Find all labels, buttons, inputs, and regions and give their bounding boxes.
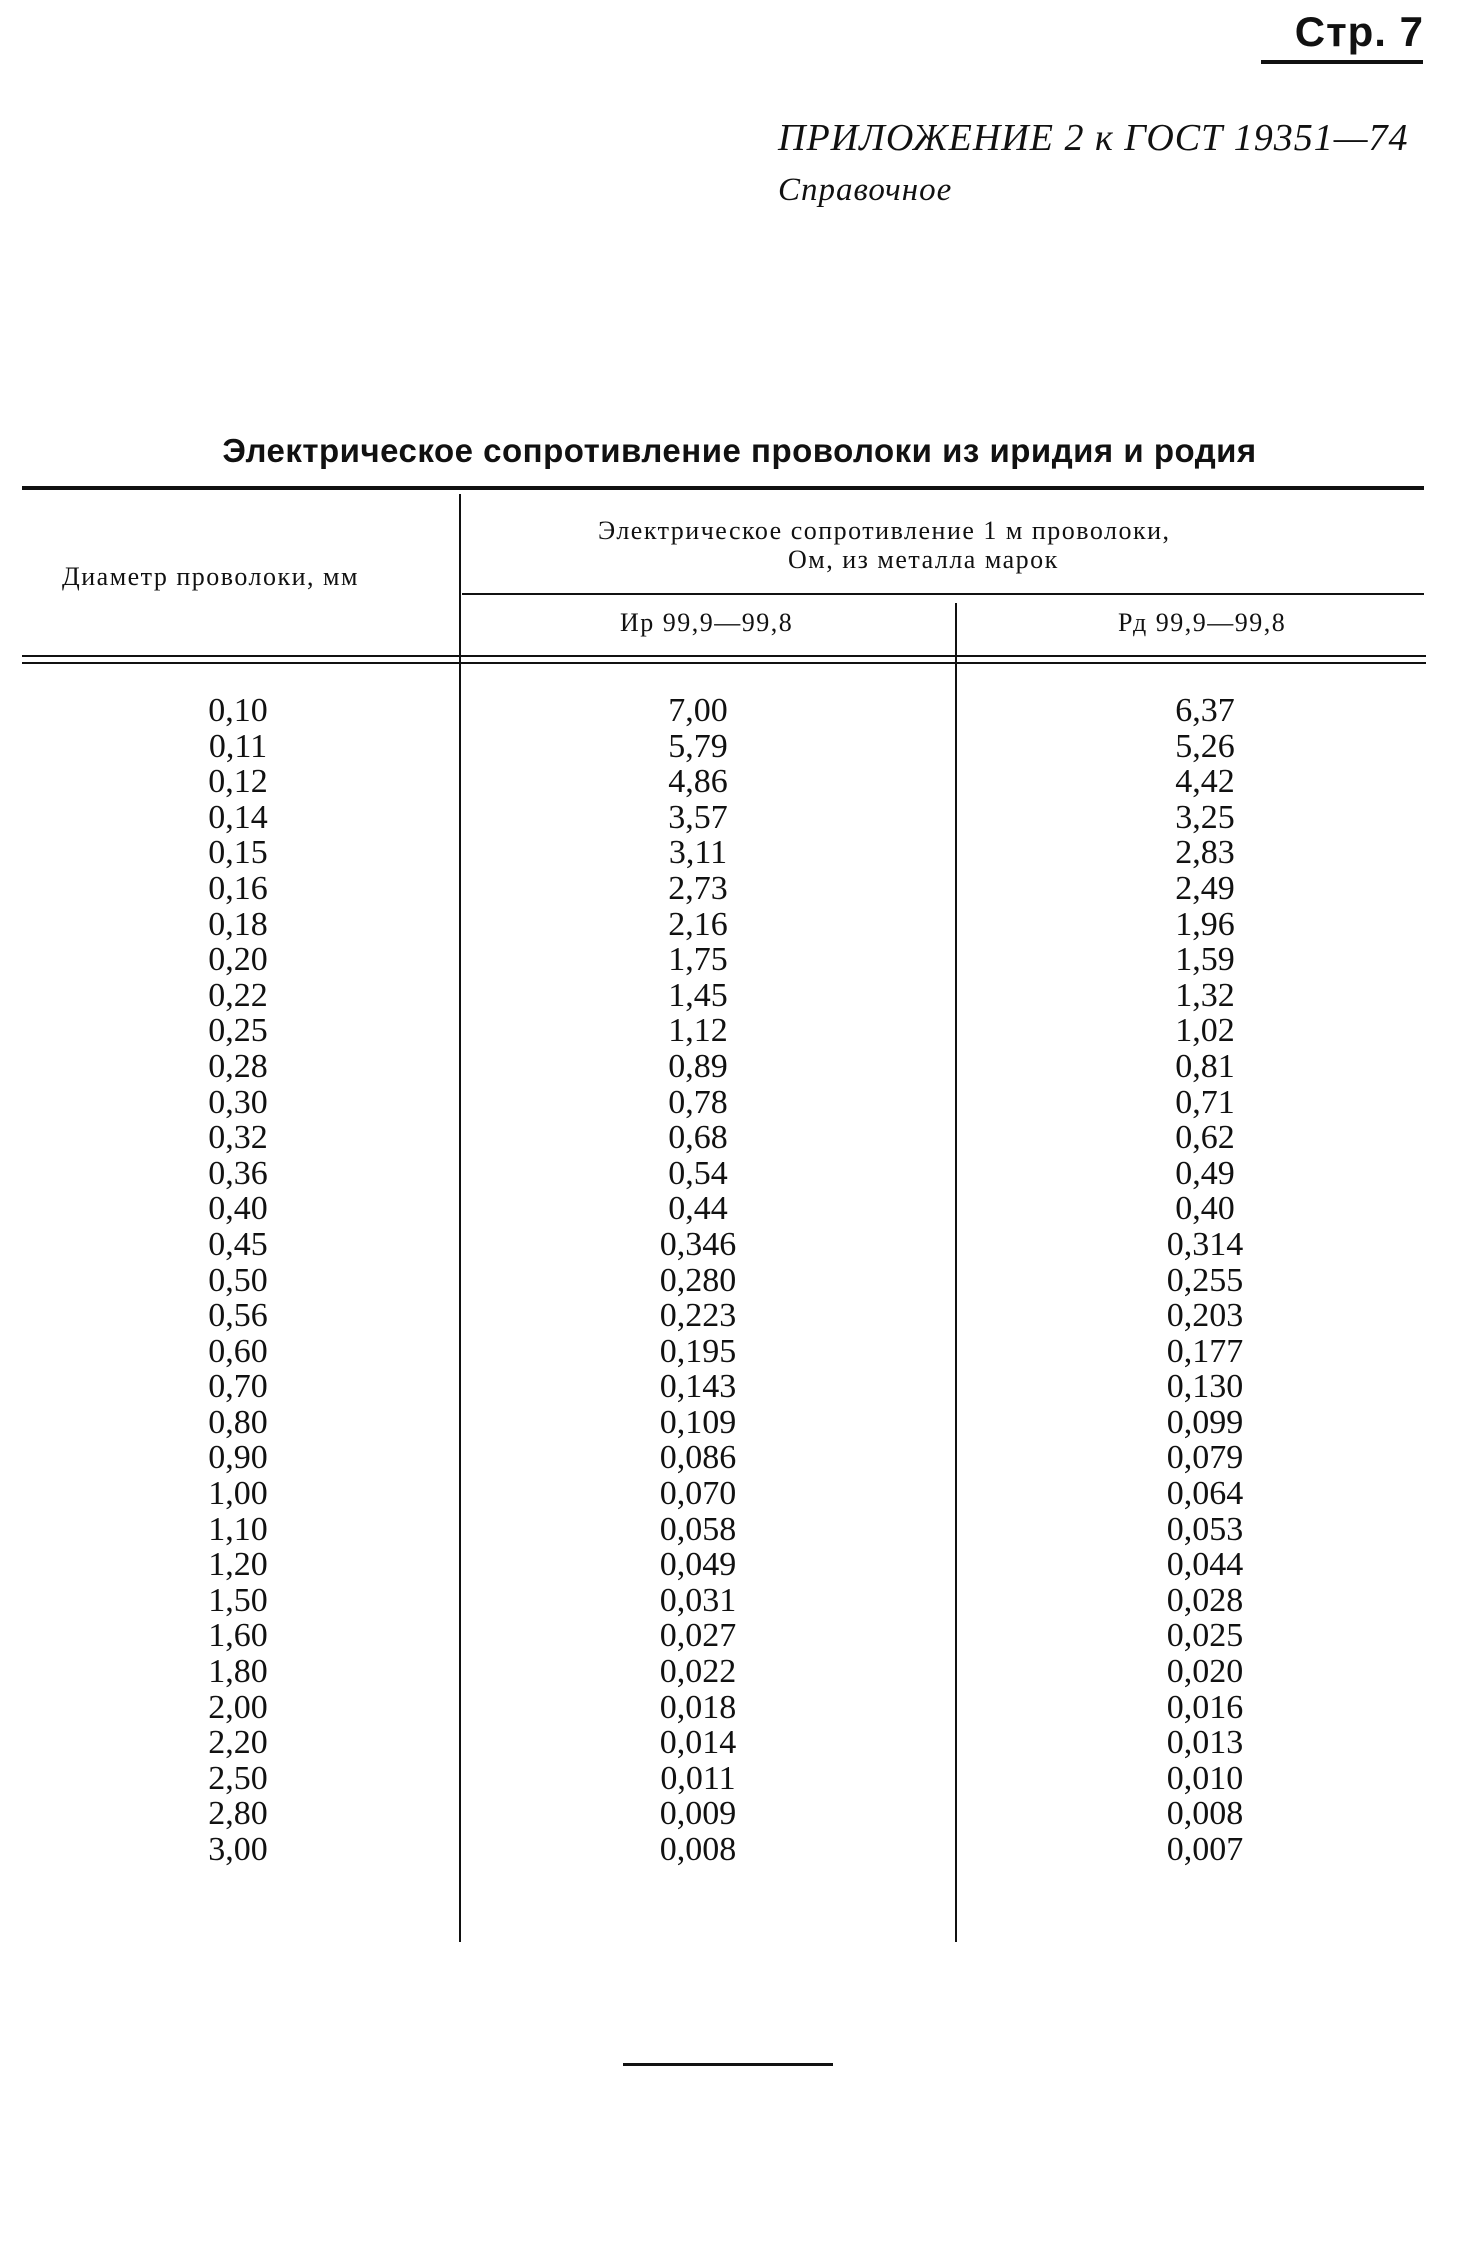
diameter-cell: 1,60 — [208, 1617, 268, 1655]
rd-cell: 0,044 — [1166, 1546, 1244, 1584]
diameter-cell: 0,12 — [208, 763, 268, 801]
ir-cell: 3,57 — [668, 798, 728, 836]
ir-cell: 2,73 — [668, 869, 728, 907]
rd-cell: 0,079 — [1166, 1439, 1244, 1477]
diameter-cell: 3,00 — [208, 1831, 268, 1868]
diameter-cell: 0,56 — [208, 1297, 268, 1335]
ir-cell: 1,75 — [668, 941, 728, 979]
rd-cell: 0,177 — [1166, 1332, 1244, 1370]
diameter-cell: 2,50 — [208, 1759, 268, 1797]
rd-cell: 0,010 — [1166, 1759, 1244, 1797]
diameter-cell: 1,00 — [208, 1475, 268, 1513]
rd-cell: 0,130 — [1166, 1368, 1244, 1406]
ir-cell: 0,346 — [659, 1225, 737, 1263]
diameter-cell: 0,15 — [208, 834, 268, 872]
rd-cell: 0,016 — [1166, 1688, 1244, 1726]
diameter-cell: 2,00 — [208, 1688, 268, 1726]
rd-cell: 1,02 — [1175, 1012, 1235, 1050]
ir-cell: 0,009 — [659, 1795, 737, 1833]
ir-cell: 0,027 — [659, 1617, 737, 1655]
appendix-title: ПРИЛОЖЕНИЕ 2 к ГОСТ 19351—74 — [778, 117, 1409, 159]
appendix-subtitle: Справочное — [778, 172, 953, 208]
diameter-cell: 0,11 — [208, 727, 268, 765]
header-diameter: Диаметр проволоки, мм — [62, 562, 359, 591]
ir-cell: 0,68 — [668, 1119, 728, 1157]
diameter-cell: 0,22 — [208, 976, 268, 1014]
ir-cell: 0,89 — [668, 1047, 728, 1085]
header-bottom-rule-1 — [22, 655, 1426, 657]
diameter-cell: 0,10 — [208, 692, 268, 729]
header-ir: Ир 99,9—99,8 — [620, 608, 794, 637]
ir-cell: 0,78 — [668, 1083, 728, 1121]
diameter-cell: 0,14 — [208, 798, 268, 836]
rd-cell: 0,314 — [1166, 1225, 1244, 1263]
header-resistance-line1: Электрическое сопротивление 1 м проволоки, — [598, 516, 1171, 545]
table-top-rule — [22, 486, 1424, 490]
column-divider-1 — [459, 494, 461, 1942]
ir-cell: 0,44 — [668, 1190, 728, 1228]
ir-cell: 0,143 — [659, 1368, 737, 1406]
rd-cell: 0,255 — [1166, 1261, 1244, 1299]
rd-cell: 4,42 — [1175, 763, 1235, 801]
ir-cell: 4,86 — [668, 763, 728, 801]
rd-cell: 0,025 — [1166, 1617, 1244, 1655]
ir-cell: 3,11 — [668, 834, 728, 872]
ir-resistance-column — [598, 693, 798, 1868]
ir-cell: 0,195 — [659, 1332, 737, 1370]
rd-cell: 3,25 — [1175, 798, 1235, 836]
rd-cell: 0,203 — [1166, 1297, 1244, 1335]
ir-cell: 0,031 — [659, 1581, 737, 1619]
column-divider-2 — [955, 603, 957, 1942]
rd-cell: 0,020 — [1166, 1653, 1244, 1691]
footer-rule — [623, 2063, 833, 2066]
diameter-cell: 0,80 — [208, 1403, 268, 1441]
ir-cell: 0,109 — [659, 1403, 737, 1441]
ir-cell: 0,070 — [659, 1475, 737, 1513]
rd-cell: 0,053 — [1166, 1510, 1244, 1548]
diameter-cell: 1,80 — [208, 1653, 268, 1691]
table-title: Электрическое сопротивление проволоки из иридия и родия — [222, 432, 1257, 469]
diameter-cell: 0,20 — [208, 941, 268, 979]
rd-cell: 0,007 — [1166, 1831, 1244, 1868]
ir-cell: 0,018 — [659, 1688, 737, 1726]
diameter-cell: 0,16 — [208, 869, 268, 907]
diameter-cell: 0,28 — [208, 1047, 268, 1085]
ir-cell: 0,086 — [659, 1439, 737, 1477]
rd-cell: 0,71 — [1175, 1083, 1235, 1121]
diameter-cell: 0,45 — [208, 1225, 268, 1263]
ir-cell: 0,058 — [659, 1510, 737, 1548]
rd-cell: 0,81 — [1175, 1047, 1235, 1085]
header-resistance-line2: Ом, из металла марок — [788, 545, 1059, 574]
ir-cell: 7,00 — [668, 692, 728, 729]
ir-cell: 0,54 — [668, 1154, 728, 1192]
ir-cell: 2,16 — [668, 905, 728, 943]
ir-cell: 0,049 — [659, 1546, 737, 1584]
rd-cell: 0,008 — [1166, 1795, 1244, 1833]
ir-cell: 0,011 — [660, 1759, 736, 1797]
diameter-cell: 0,90 — [208, 1439, 268, 1477]
rd-cell: 1,59 — [1175, 941, 1235, 979]
ir-cell: 0,223 — [659, 1297, 737, 1335]
diameter-cell: 0,18 — [208, 905, 268, 943]
page-number-underline — [1261, 60, 1423, 64]
header-rd: Рд 99,9—99,8 — [1118, 608, 1287, 637]
diameter-cell: 0,70 — [208, 1368, 268, 1406]
diameter-cell: 0,50 — [208, 1261, 268, 1299]
rd-cell: 2,49 — [1175, 869, 1235, 907]
diameter-cell: 0,36 — [208, 1154, 268, 1192]
rd-cell: 0,028 — [1166, 1581, 1244, 1619]
rd-cell: 6,37 — [1175, 692, 1235, 729]
diameter-cell: 1,20 — [208, 1546, 268, 1584]
rd-cell: 1,96 — [1175, 905, 1235, 943]
diameter-cell: 2,20 — [208, 1724, 268, 1762]
rd-cell: 0,40 — [1175, 1190, 1235, 1228]
page-number: Стр. 7 — [1294, 8, 1424, 55]
rd-cell: 1,32 — [1175, 976, 1235, 1014]
rd-cell: 0,099 — [1166, 1403, 1244, 1441]
header-bottom-rule-2 — [22, 662, 1426, 664]
ir-cell: 1,12 — [668, 1012, 728, 1050]
ir-cell: 1,45 — [668, 976, 728, 1014]
header-row-divider — [462, 593, 1424, 595]
ir-cell: 0,014 — [659, 1724, 737, 1762]
ir-cell: 0,008 — [659, 1831, 737, 1868]
rd-cell: 5,26 — [1175, 727, 1235, 765]
ir-cell: 0,022 — [659, 1653, 737, 1691]
rd-cell: 0,064 — [1166, 1475, 1244, 1513]
rd-cell: 0,013 — [1166, 1724, 1244, 1762]
diameter-column — [138, 693, 338, 1868]
diameter-cell: 2,80 — [208, 1795, 268, 1833]
rd-resistance-column — [1105, 693, 1305, 1868]
ir-cell: 5,79 — [668, 727, 728, 765]
rd-cell: 2,83 — [1175, 834, 1235, 872]
diameter-cell: 0,30 — [208, 1083, 268, 1121]
diameter-cell: 0,32 — [208, 1119, 268, 1157]
diameter-cell: 0,25 — [208, 1012, 268, 1050]
diameter-cell: 1,50 — [208, 1581, 268, 1619]
diameter-cell: 0,60 — [208, 1332, 268, 1370]
ir-cell: 0,280 — [659, 1261, 737, 1299]
diameter-cell: 1,10 — [208, 1510, 268, 1548]
rd-cell: 0,49 — [1175, 1154, 1235, 1192]
rd-cell: 0,62 — [1175, 1119, 1235, 1157]
diameter-cell: 0,40 — [208, 1190, 268, 1228]
